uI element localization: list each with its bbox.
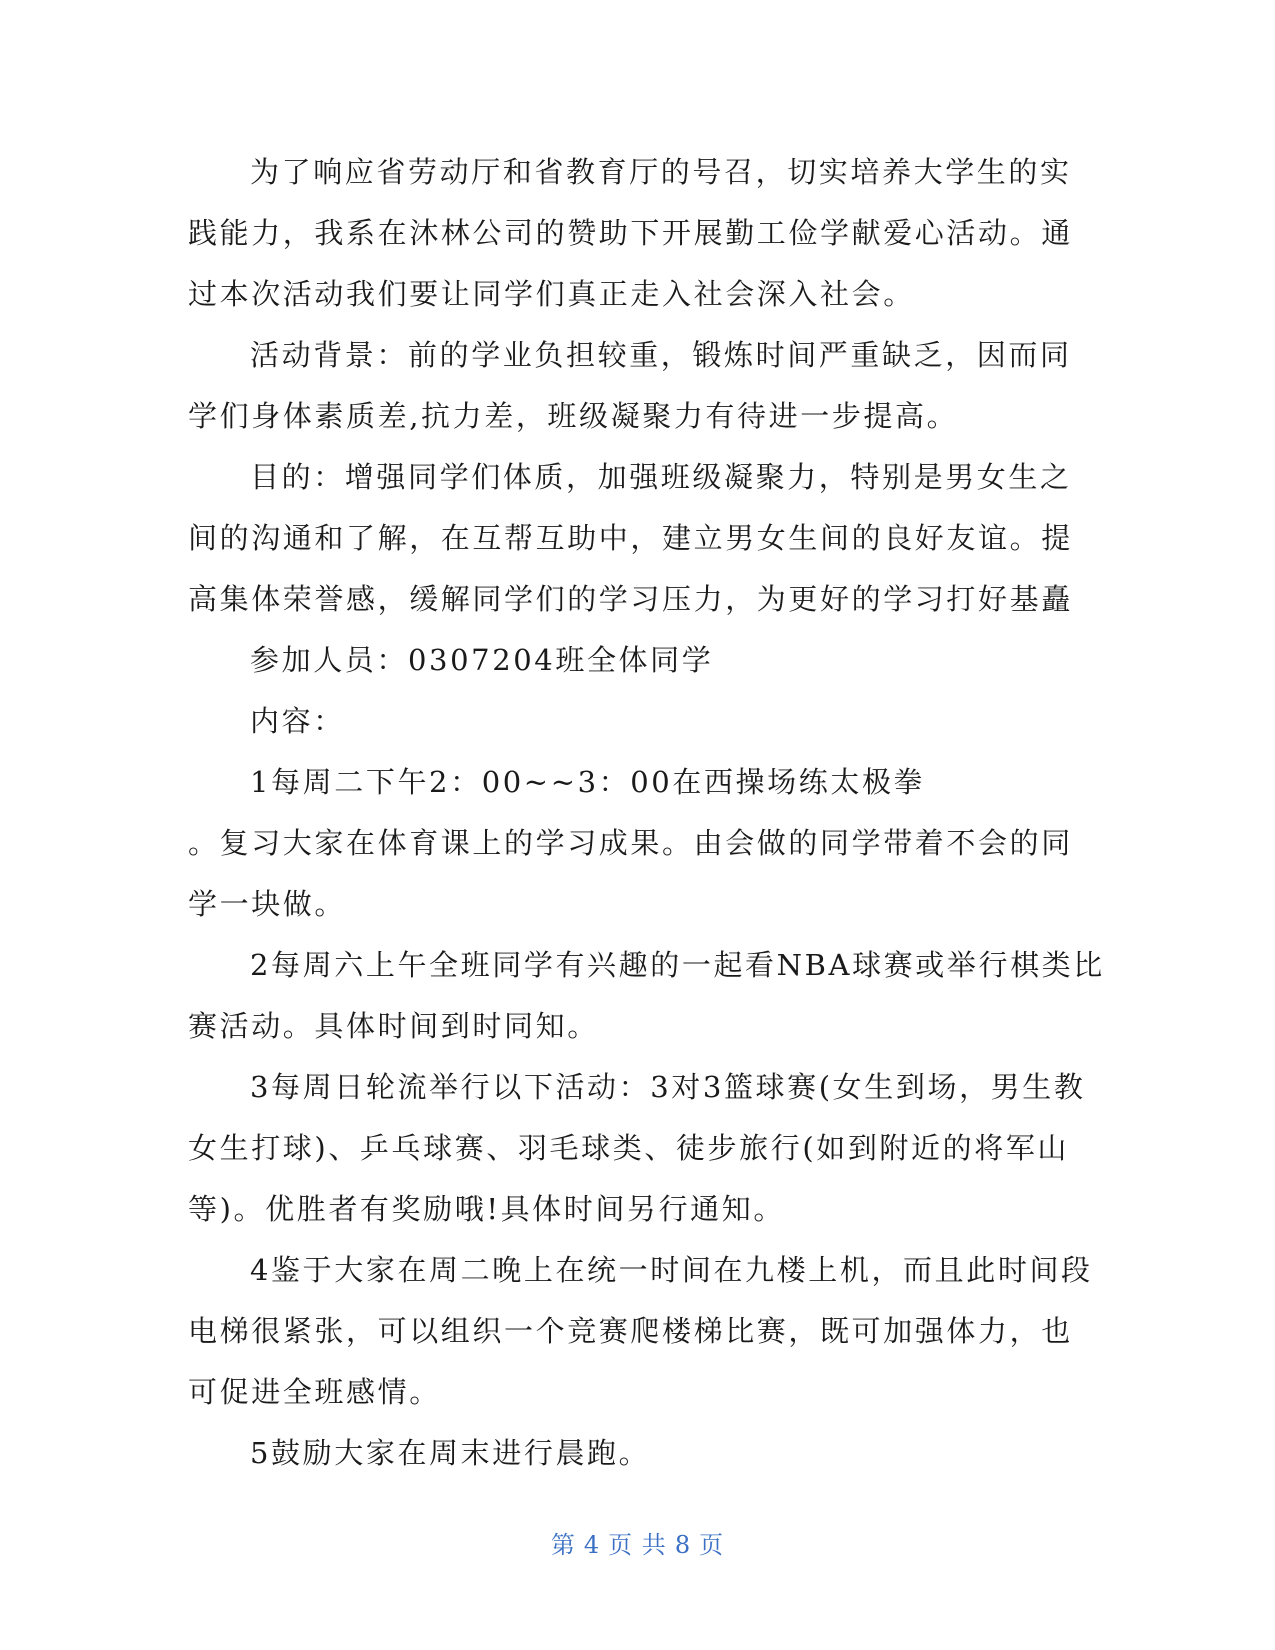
text-line: 电梯很紧张，可以组织一个竞赛爬楼梯比赛，既可加强体力，也 xyxy=(188,1314,1073,1348)
text-line: 5鼓励大家在周末进行晨跑。 xyxy=(250,1436,651,1470)
text-line: 高集体荣誉感，缓解同学们的学习压力，为更好的学习打好基矗 xyxy=(188,582,1073,616)
footer-page-number: 4 xyxy=(583,1531,601,1559)
text-line: 1每周二下午2：00~~3：00在西操场练太极拳 xyxy=(250,765,926,799)
text-line: 2每周六上午全班同学有兴趣的一起看NBA球赛或举行棋类比 xyxy=(250,948,1105,982)
paragraph-intro xyxy=(188,142,1073,325)
text-line: 践能力，我系在沐林公司的赞助下开展勤工俭学献爱心活动。通 xyxy=(188,216,1073,250)
text-line: 目的：增强同学们体质，加强班级凝聚力，特别是男女生之 xyxy=(250,460,1072,494)
text-line: 。复习大家在体育课上的学习成果。由会做的同学带着不会的同 xyxy=(188,826,1073,860)
paragraph-item-5 xyxy=(188,1423,1068,1484)
text-line: 可促进全班感情。 xyxy=(188,1375,441,1409)
footer-middle: 页 共 xyxy=(608,1531,667,1559)
text-line: 参加人员：0307204班全体同学 xyxy=(250,643,714,677)
paragraph-item-1-continued xyxy=(188,813,1073,935)
text-line: 3每周日轮流举行以下活动：3对3篮球赛(女生到场，男生教 xyxy=(250,1070,1086,1104)
text-line: 等)。优胜者有奖励哦!具体时间另行通知。 xyxy=(188,1192,785,1226)
paragraph-content-heading xyxy=(188,691,1068,752)
text-line: 女生打球)、乒乓球赛、羽毛球类、徒步旅行(如到附近的将军山 xyxy=(188,1131,1070,1165)
footer-total-pages: 8 xyxy=(674,1531,692,1559)
paragraph-item-1 xyxy=(188,752,1068,813)
paragraph-purpose xyxy=(188,447,1073,630)
text-line: 赛活动。具体时间到时同知。 xyxy=(188,1009,599,1043)
text-line: 活动背景：前的学业负担较重，锻炼时间严重缺乏，因而同 xyxy=(250,338,1072,372)
text-line: 4鉴于大家在周二晚上在统一时间在九楼上机，而且此时间段 xyxy=(250,1253,1093,1287)
text-line: 间的沟通和了解，在互帮互助中，建立男女生间的良好友谊。提 xyxy=(188,521,1073,555)
footer-suffix: 页 xyxy=(699,1531,725,1559)
paragraph-item-2 xyxy=(188,935,1105,1057)
paragraph-background xyxy=(188,325,1072,447)
paragraph-item-3 xyxy=(188,1057,1086,1240)
paragraph-participants xyxy=(188,630,1068,691)
text-line: 过本次活动我们要让同学们真正走入社会深入社会。 xyxy=(188,277,915,311)
text-line: 为了响应省劳动厅和省教育厅的号召，切实培养大学生的实 xyxy=(250,155,1072,189)
text-line: 学一块做。 xyxy=(188,887,347,921)
text-line: 学们身体素质差,抗力差，班级凝聚力有待进一步提高。 xyxy=(188,399,959,433)
page-footer xyxy=(0,1530,1275,1560)
footer-prefix: 第 xyxy=(550,1531,576,1559)
text-line: 内容： xyxy=(250,704,345,738)
document-body xyxy=(188,142,1105,1484)
paragraph-item-4 xyxy=(188,1240,1093,1423)
